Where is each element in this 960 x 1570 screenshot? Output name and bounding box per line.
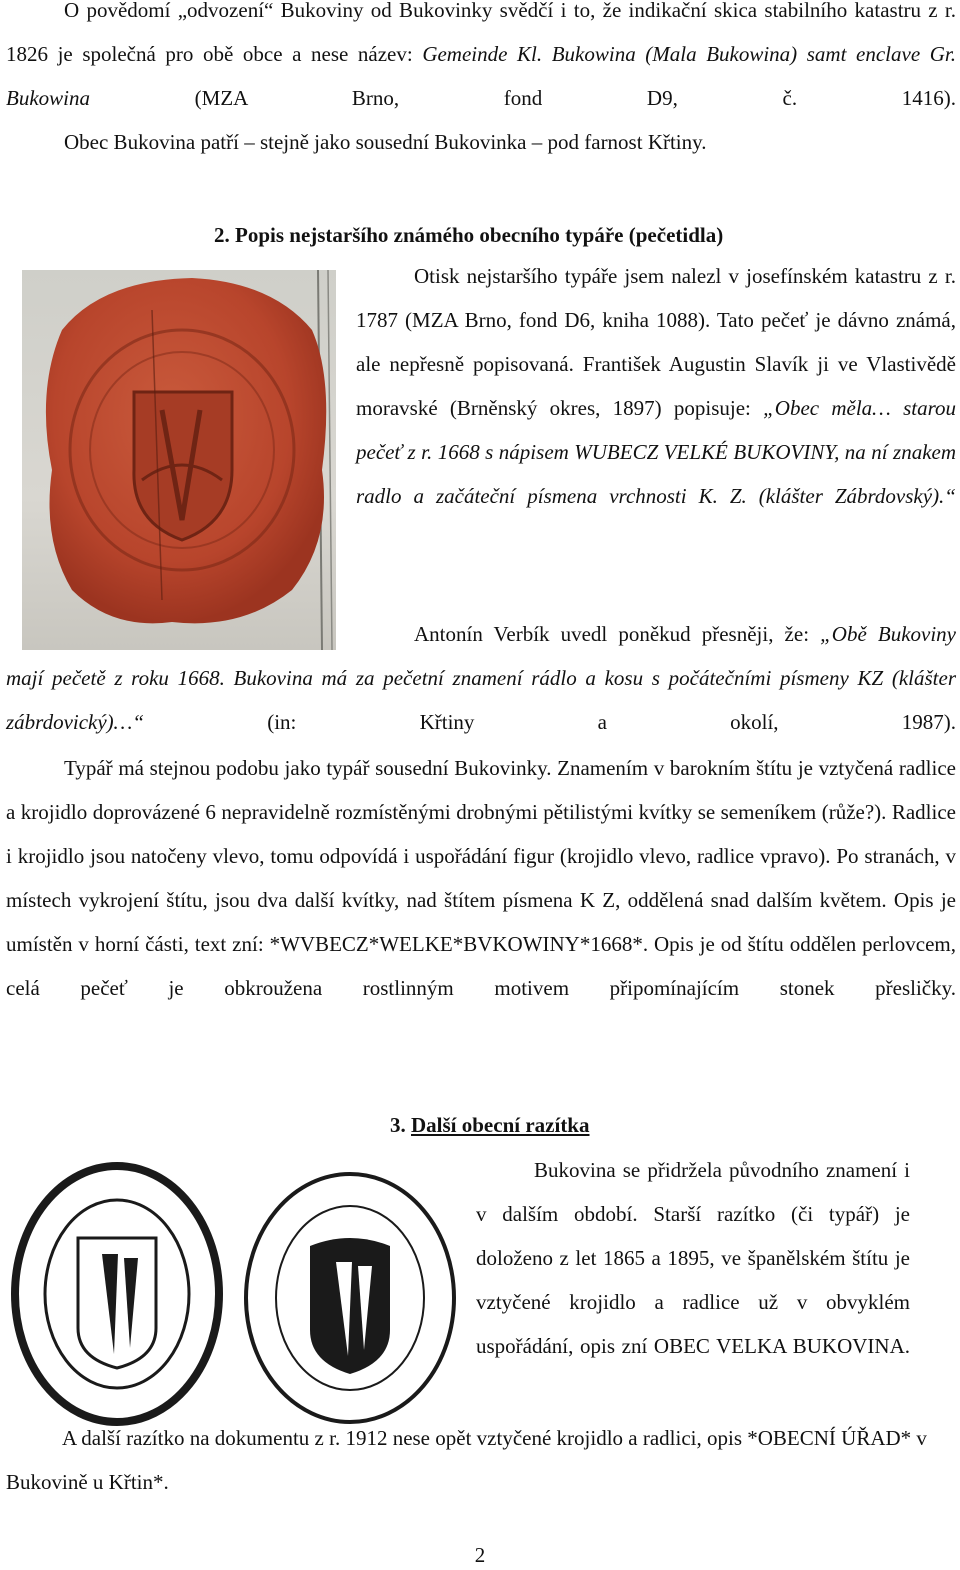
wax-seal-image <box>22 270 336 650</box>
stamp-obecni-urad-image <box>240 1170 460 1426</box>
section-2-heading: 2. Popis nejstaršího známého obecního typáře (pečetidla) <box>214 223 724 247</box>
paragraph-intro: O povědomí „odvození“ Bukoviny od Bukovinky svědčí i to, že indikační skica stabilního katastru z r. 1826 je společná pro obě obce a nese název: Gemeinde Kl. Bukowina (Mala Bukowina) samt enclave Gr. Bukowina (MZA Brno, fond D9, č. 1416). <box>6 0 956 110</box>
section-3-heading: 3. Další obecní razítka <box>390 1113 590 1137</box>
section-3-paragraph-1: Bukovina se přidržela původního znamení i v dalším období. Starší razítko (či typář) je doloženo z let 1865 a 1895, ve španělském štítu je vztyčené krojidlo a radlice už v obvyklém uspořádání, opis zní OBEC VELKA BUKOVINA. <box>476 1158 910 1358</box>
page-number: 2 <box>474 1543 486 1567</box>
stamp-obec-velka-bukovina-image <box>6 1158 228 1430</box>
section-2-paragraph-1: Otisk nejstaršího typáře jsem nalezl v josefínském katastru z r. 1787 (MZA Brno, fond D6, kniha 1088). Tato pečeť je dávno známá, ale nepřesně popisovaná. František Augustin Slavík ji ve Vlastivědě moravské (Brněnský okres, 1897) popisuje: „Obec měla… starou pečeť z r. 1668 s nápisem WUBECZ VELKÉ BUKOVINY, na ní znakem radlo a začáteční písmena vrchnosti K. Z. (klášter Zábrdovský).“ <box>356 264 956 508</box>
section-2-paragraph-2: Antonín Verbík uvedl poněkud přesněji, že: „Obě Bukoviny mají pečetě z roku 1668. Bukovina má za pečetní znamení rádlo a kosu s počátečními písmeny KZ (klášter zábrdovický)…“ (in: Křtiny a okolí, 1987). <box>6 622 956 734</box>
paragraph-parish: Obec Bukovina patří – stejně jako sousední Bukovinka – pod farnost Křtiny. <box>64 130 707 154</box>
section-3-paragraph-2: A další razítko na dokumentu z r. 1912 nese opět vztyčené krojidlo a radlici, opis *OBECNÍ ÚŘAD* v Bukovině u Křtin*. <box>6 1426 927 1494</box>
section-2-paragraph-3: Typář má stejnou podobu jako typář sousední Bukovinky. Znamením v barokním štítu je vztyčená radlice a krojidlo doprovázené 6 nepravidelně rozmístěnými drobnými pětilistými kvítky se semeníkem (růže?). Radlice i krojidlo jsou natočeny vlevo, tomu odpovídá i uspořádání figur (krojidlo vlevo, radlice vpravo). Po stranách, v místech vykrojení štítu, jsou dva další kvítky, nad štítem písmena K Z, oddělená snad dalším květem. Opis je umístěn v horní části, text zní: *WVBECZ*WELKE*BVKOWINY*1668*. Opis je od štítu oddělen perlovcem, celá pečeť je obkroužena rostlinným motivem připomínajícím stonek přesličky. <box>6 756 956 1000</box>
